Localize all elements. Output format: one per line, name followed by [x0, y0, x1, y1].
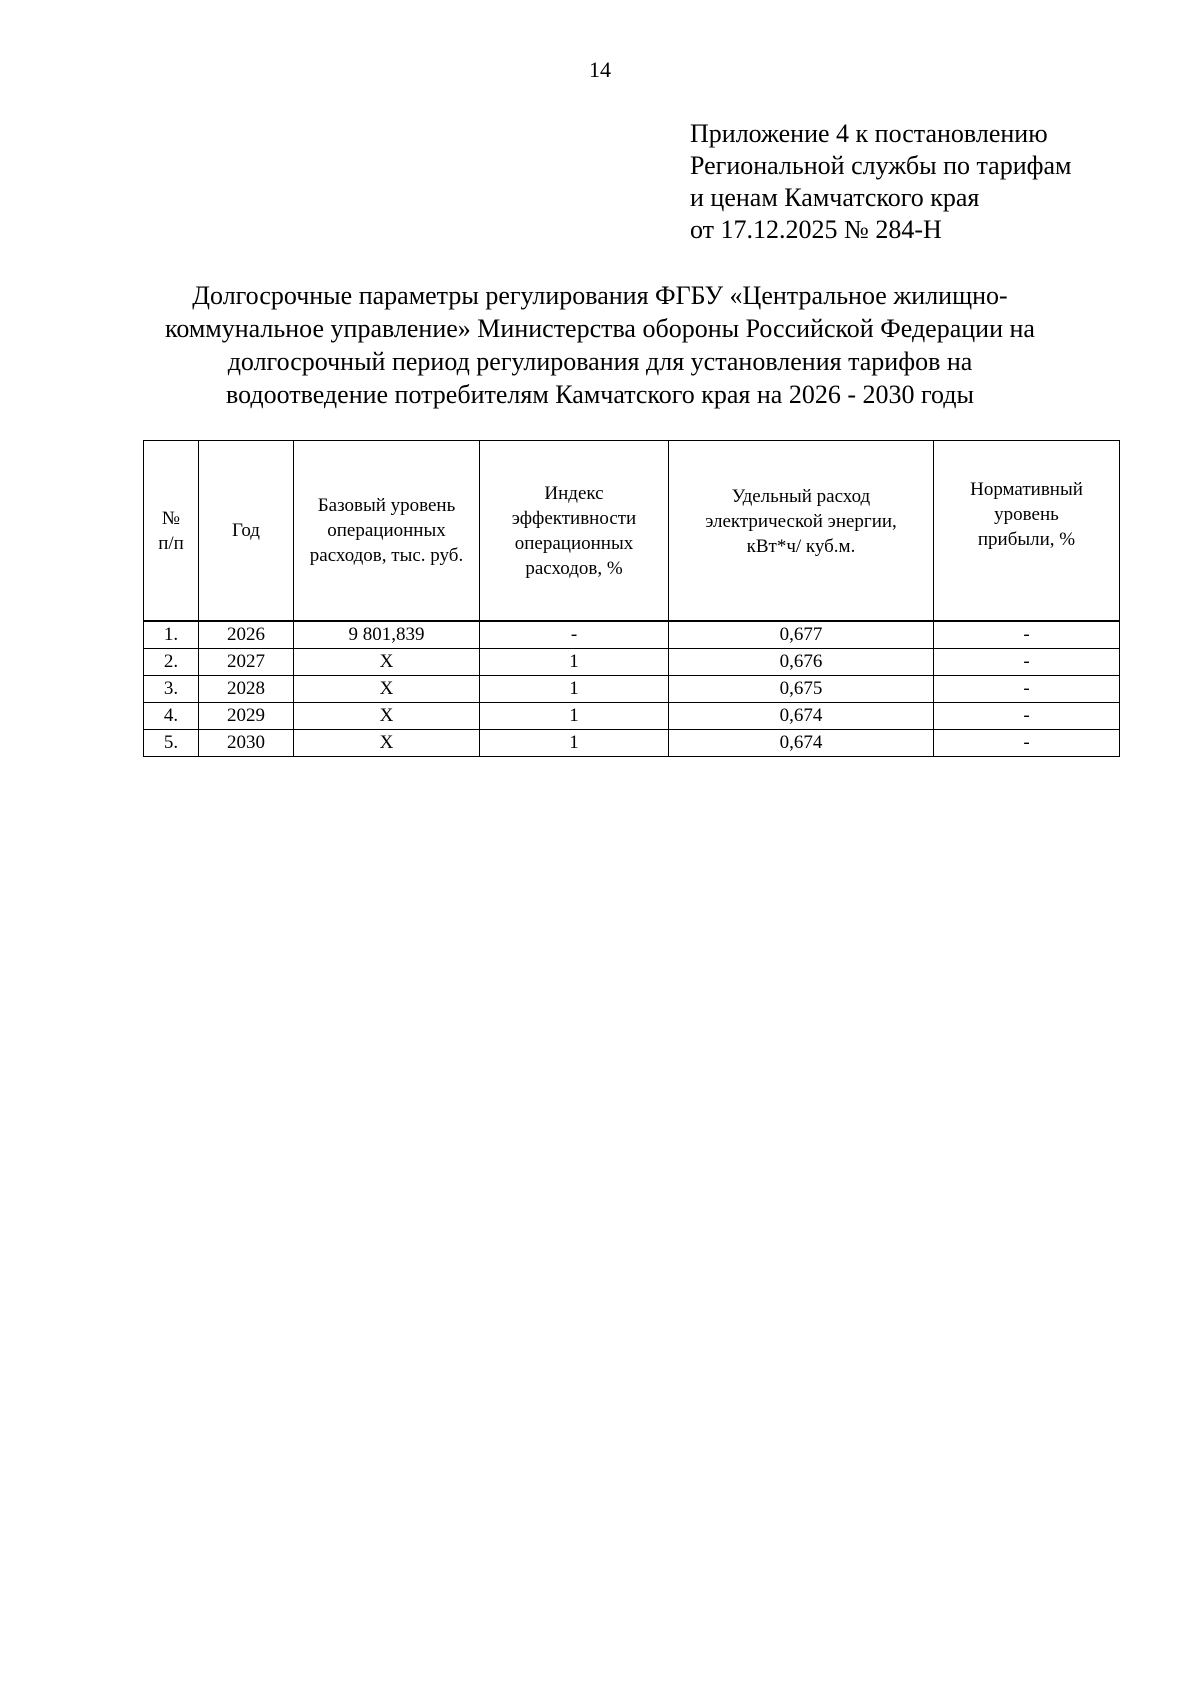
cell-year: 2026 — [199, 621, 294, 649]
cell-year: 2028 — [199, 676, 294, 703]
cell-normative-profit: - — [934, 649, 1120, 676]
cell-normative-profit: - — [934, 676, 1120, 703]
header-line: Нормативный — [970, 479, 1083, 500]
cell-base-opex: Х — [294, 649, 480, 676]
cell-number: 2. — [144, 649, 199, 676]
table-row — [144, 703, 1120, 730]
cell-base-opex: Х — [294, 730, 480, 757]
header-line: п/п — [158, 532, 184, 554]
cell-base-opex: Х — [294, 676, 480, 703]
header-line: расходов, % — [525, 557, 623, 579]
header-line: уровень — [994, 504, 1059, 525]
header-base-opex — [294, 441, 480, 622]
header-specific-energy — [669, 441, 934, 622]
cell-efficiency-index: 1 — [480, 730, 669, 757]
document-title — [120, 279, 1080, 411]
cell-number: 5. — [144, 730, 199, 757]
header-line: Базовый уровень — [317, 495, 456, 516]
header-line: кВт*ч/ куб.м. — [746, 536, 856, 557]
cell-efficiency-index: - — [480, 621, 669, 649]
header-line: № — [161, 507, 181, 529]
header-line: эффективности — [511, 507, 637, 529]
table-row — [144, 621, 1120, 649]
header-normative-profit — [934, 441, 1120, 622]
cell-normative-profit: - — [934, 621, 1120, 649]
appendix-reference — [690, 118, 1071, 246]
cell-efficiency-index: 1 — [480, 676, 669, 703]
table-row — [144, 676, 1120, 703]
cell-specific-energy: 0,674 — [669, 703, 934, 730]
cell-base-opex: 9 801,839 — [294, 621, 480, 649]
cell-specific-energy: 0,677 — [669, 621, 934, 649]
appendix-line: Региональной службы по тарифам — [690, 151, 1072, 180]
appendix-line: и ценам Камчатского края — [690, 183, 980, 212]
cell-normative-profit: - — [934, 730, 1120, 757]
title-line: долгосрочный период регулирования для установления тарифов на — [227, 347, 973, 376]
cell-efficiency-index: 1 — [480, 649, 669, 676]
header-line: Удельный расход — [731, 486, 871, 507]
cell-specific-energy: 0,676 — [669, 649, 934, 676]
cell-year: 2029 — [199, 703, 294, 730]
cell-normative-profit: - — [934, 703, 1120, 730]
header-number — [144, 441, 199, 622]
page-number: 14 — [589, 57, 611, 82]
header-line: прибыли, % — [977, 529, 1076, 550]
appendix-line: от 17.12.2025 № 284-Н — [690, 215, 942, 244]
table-row — [144, 649, 1120, 676]
title-line: коммунальное управление» Министерства обороны Российской Федерации на — [165, 314, 1035, 343]
table-header-row — [144, 441, 1120, 622]
regulation-parameters-table — [143, 440, 1120, 757]
header-line: Год — [232, 520, 260, 541]
header-line: электрической энергии, — [705, 511, 897, 532]
header-line: Индекс — [544, 482, 604, 504]
header-line: операционных — [514, 532, 634, 554]
cell-base-opex: Х — [294, 703, 480, 730]
cell-efficiency-index: 1 — [480, 703, 669, 730]
cell-specific-energy: 0,675 — [669, 676, 934, 703]
table-row — [144, 730, 1120, 757]
title-line: водоотведение потребителям Камчатского края на 2026 - 2030 годы — [226, 380, 974, 409]
cell-number: 4. — [144, 703, 199, 730]
title-line: Долгосрочные параметры регулирования ФГБУ «Центральное жилищно- — [192, 281, 1008, 310]
header-line: операционных — [327, 520, 446, 541]
cell-year: 2027 — [199, 649, 294, 676]
header-line: расходов, тыс. руб. — [309, 545, 464, 566]
header-year — [199, 441, 294, 622]
cell-number: 3. — [144, 676, 199, 703]
header-efficiency-index — [480, 441, 669, 622]
cell-specific-energy: 0,674 — [669, 730, 934, 757]
cell-number: 1. — [144, 621, 199, 649]
cell-year: 2030 — [199, 730, 294, 757]
appendix-line: Приложение 4 к постановлению — [690, 119, 1048, 148]
